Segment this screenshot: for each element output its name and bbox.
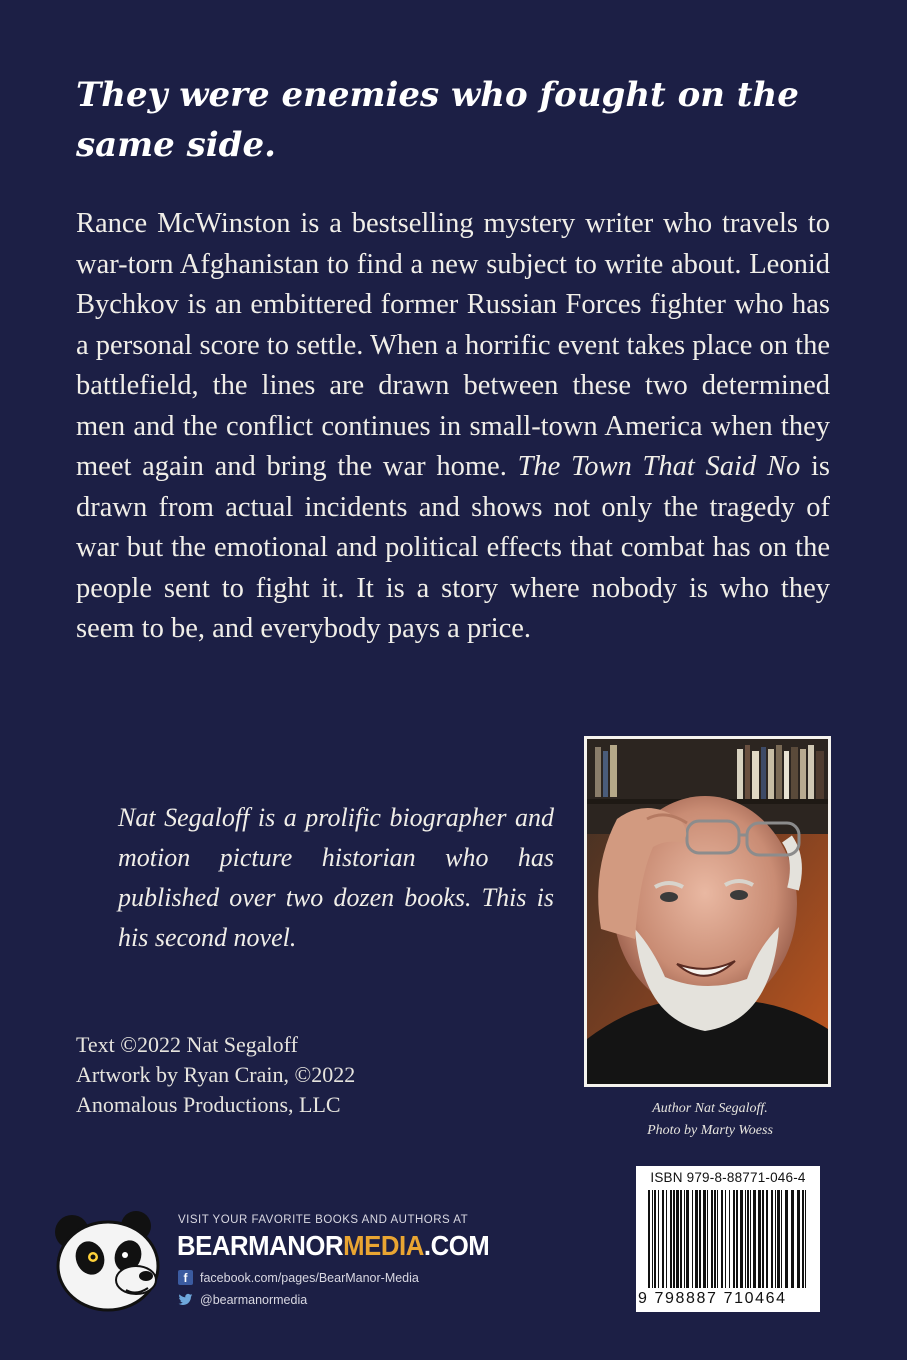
barcode-bar — [692, 1190, 693, 1288]
barcode-bar — [673, 1190, 675, 1288]
barcode-bar — [695, 1190, 698, 1288]
barcode-bar — [680, 1190, 682, 1288]
credit-line: Text ©2022 Nat Segaloff — [76, 1032, 298, 1057]
barcode-bar — [771, 1190, 773, 1288]
credit-line: Anomalous Productions, LLC — [76, 1092, 341, 1117]
isbn-label: ISBN 979-8-88771-046-4 — [650, 1170, 806, 1185]
facebook-url: facebook.com/pages/BearManor-Media — [200, 1270, 419, 1285]
headline: They were enemies who fought on the same side. — [76, 75, 799, 165]
twitter-handle: @bearmanormedia — [200, 1292, 308, 1307]
blurb-text-1: Rance McWinston is a bestselling mystery writer who travels to war-torn Afghanistan to find a new subject to write about. Leonid Bychkov is an embittered former Russian Forces fighter who has a personal score to settle. When a horrific event takes place on the battlefield, the lines are drawn between these two determined men and the conflict continues in small-town America when they meet again and bring the war home. — [76, 208, 830, 482]
barcode-bar — [725, 1190, 726, 1288]
facebook-link[interactable] — [178, 1270, 419, 1285]
barcode-bar — [762, 1190, 764, 1288]
barcode-bar — [714, 1190, 716, 1288]
blurb-text-2: is drawn from actual incidents and shows not only the tragedy of war but the emotional and political effects that combat has on the people sent to fight it. It is a story where nobody is who they seem to be, and everybody pays a price. — [76, 451, 830, 644]
barcode-bar — [717, 1190, 718, 1288]
brand-part: BEARMANOR — [177, 1230, 344, 1261]
barcode-bar — [747, 1190, 749, 1288]
barcode-bar — [666, 1190, 667, 1288]
barcode-bar — [699, 1190, 701, 1288]
barcode-bar — [662, 1190, 664, 1288]
author-photo — [587, 739, 828, 1084]
barcode-bar — [740, 1190, 743, 1288]
barcode-bar — [721, 1190, 723, 1288]
barcode-bar — [745, 1190, 746, 1288]
barcode-bar — [805, 1190, 806, 1288]
panda-logo-icon — [50, 1210, 164, 1314]
photo-caption — [600, 1098, 820, 1142]
publisher-block — [50, 1210, 490, 1320]
barcode-bar — [775, 1190, 776, 1288]
barcode-bar — [670, 1190, 672, 1288]
brand-part: .COM — [423, 1230, 490, 1261]
barcode-bar — [703, 1190, 706, 1288]
barcode-bar — [711, 1190, 713, 1288]
barcode-bar — [753, 1190, 756, 1288]
barcode-bar — [729, 1190, 730, 1288]
twitter-icon — [178, 1292, 193, 1307]
brand-part: MEDIA — [343, 1230, 424, 1261]
isbn-barcode-box — [636, 1166, 820, 1312]
book-title: The Town That Said No — [517, 451, 801, 482]
barcode-bar — [736, 1190, 738, 1288]
barcode-icon — [644, 1190, 814, 1290]
barcode-digits: 9 798887 710464 — [638, 1290, 787, 1307]
author-photo-frame — [584, 736, 831, 1087]
barcode-bar — [781, 1190, 782, 1288]
barcode-bar — [797, 1190, 800, 1288]
photo-caption-line: Author Nat Segaloff. — [652, 1101, 768, 1116]
barcode-bar — [758, 1190, 761, 1288]
facebook-icon: f — [178, 1270, 193, 1285]
barcode-bar — [777, 1190, 780, 1288]
barcode-bar — [686, 1190, 689, 1288]
copyright-credits — [76, 1030, 456, 1120]
publisher-visit-text: VISIT YOUR FAVORITE BOOKS AND AUTHORS AT — [178, 1214, 469, 1226]
barcode-bar — [707, 1190, 708, 1288]
barcode-bar — [750, 1190, 751, 1288]
barcode-bar — [733, 1190, 735, 1288]
barcode-bar — [652, 1190, 653, 1288]
author-bio: Nat Segaloff is a prolific biographer and motion picture historian who has published over two dozen books. This is his second novel. — [118, 803, 554, 952]
book-blurb — [76, 204, 830, 650]
barcode-bar — [802, 1190, 804, 1288]
barcode-bar — [785, 1190, 788, 1288]
barcode-bar — [658, 1190, 659, 1288]
barcode-bar — [676, 1190, 679, 1288]
barcode-bar — [791, 1190, 794, 1288]
credit-line: Artwork by Ryan Crain, ©2022 — [76, 1062, 356, 1087]
barcode-bar — [766, 1190, 768, 1288]
publisher-brand[interactable] — [177, 1230, 489, 1262]
photo-caption-line: Photo by Marty Woess — [647, 1123, 773, 1138]
twitter-link[interactable] — [178, 1292, 307, 1307]
barcode-bar — [684, 1190, 685, 1288]
barcode-bar — [648, 1190, 650, 1288]
barcode-bar — [654, 1190, 656, 1288]
